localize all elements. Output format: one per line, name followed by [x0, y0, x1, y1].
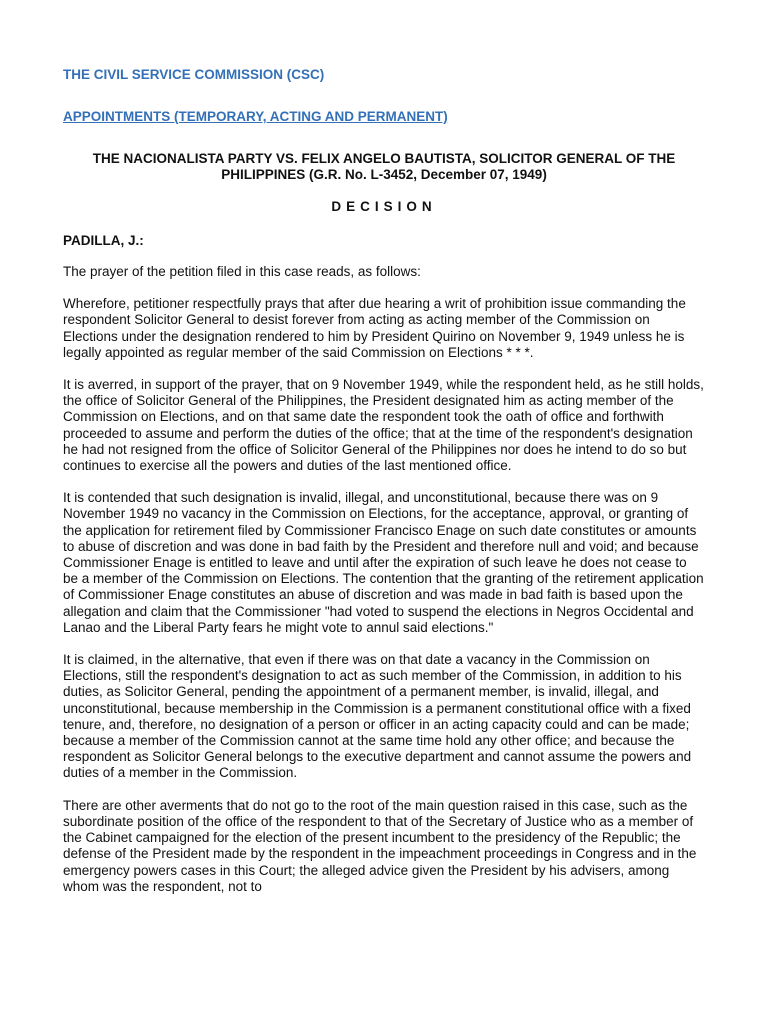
heading-csc-link[interactable]: THE CIVIL SERVICE COMMISSION (CSC): [63, 67, 325, 82]
decision-body: [63, 264, 705, 911]
paragraph: It is claimed, in the alternative, that even if there was on that date a vacancy in the Commission on Elections, still the respondent's designation to act as such member of the Commission, in addition to his duties, as Solicitor General, pending the appointment of a permanent member, is invalid, illegal, and unconstitutional, because membership in the Commission is a permanent constitutional office with a fixed tenure, and, therefore, no designation of a person or officer in an acting capacity could and can be made; because a member of the Commission cannot at the same time hold any other office; and because the respondent as Solicitor General belongs to the executive department and cannot assume the powers and duties of a member in the Commission.: [63, 652, 692, 781]
author-line: PADILLA, J.:: [63, 233, 144, 248]
heading-appointments-link[interactable]: APPOINTMENTS (TEMPORARY, ACTING AND PERMANENT): [63, 109, 448, 124]
paragraph: There are other averments that do not go to the root of the main question raised in this case, such as the subordinate position of the office of the respondent to that of the Secretary of Justice who as a member of the Cabinet campaigned for the election of the present incumbent to the presidency of the Republic; the defense of the President made by the respondent in the impeachment proceedings in Congress and in the emergency powers cases in this Court; the alleged advice given the President by his advisers, among whom was the respondent, not to: [63, 797, 697, 894]
case-title: THE NACIONALISTA PARTY VS. FELIX ANGELO BAUTISTA, SOLICITOR GENERAL OF THE PHILIPPINES (G.R. No. L-3452, December 07, 1949): [92, 151, 676, 182]
paragraph: Wherefore, petitioner respectfully prays that after due hearing a writ of prohibition issue commanding the respondent Solicitor General to desist forever from acting as acting member of the Commission on Elections under the designation rendered to him by President Quirino on November 9, 1949 unless he is legally appointed as regular member of the said Commission on Elections * * *.: [63, 296, 686, 360]
decision-label: DECISION: [331, 199, 437, 214]
paragraph: It is averred, in support of the prayer, that on 9 November 1949, while the respondent held, as he still holds, the office of Solicitor General of the Philippines, the President designated him as acting member of the Commission on Elections, and on that same date the respondent took the oath of office and forthwith proceeded to assume and perform the duties of the office; that at the time of the respondent's designation he had not resigned from the office of Solicitor General of the Philippines nor does he intend to do so but continues to exercise all the powers and duties of the last mentioned office.: [63, 377, 704, 474]
paragraph: The prayer of the petition filed in this case reads, as follows:: [63, 264, 421, 279]
paragraph: It is contended that such designation is invalid, illegal, and unconstitutional, because there was on 9 November 1949 no vacancy in the Commission on Elections, for the acceptance, approval, or granting of the application for retirement filed by Commissioner Francisco Enage on such date constitutes or amounts to abuse of discretion and was done in bad faith by the President and therefore null and void; and because Commissioner Enage is entitled to leave and until after the expiration of such leave he does not cease to be a member of the Commission on Elections. The contention that the granting of the retirement application of Commissioner Enage constitutes an abuse of discretion and was made in bad faith is based upon the allegation and claim that the Commissioner "had voted to suspend the elections in Negros Occidental and Lanao and the Liberal Party fears he might vote to annul said elections.": [63, 490, 704, 635]
